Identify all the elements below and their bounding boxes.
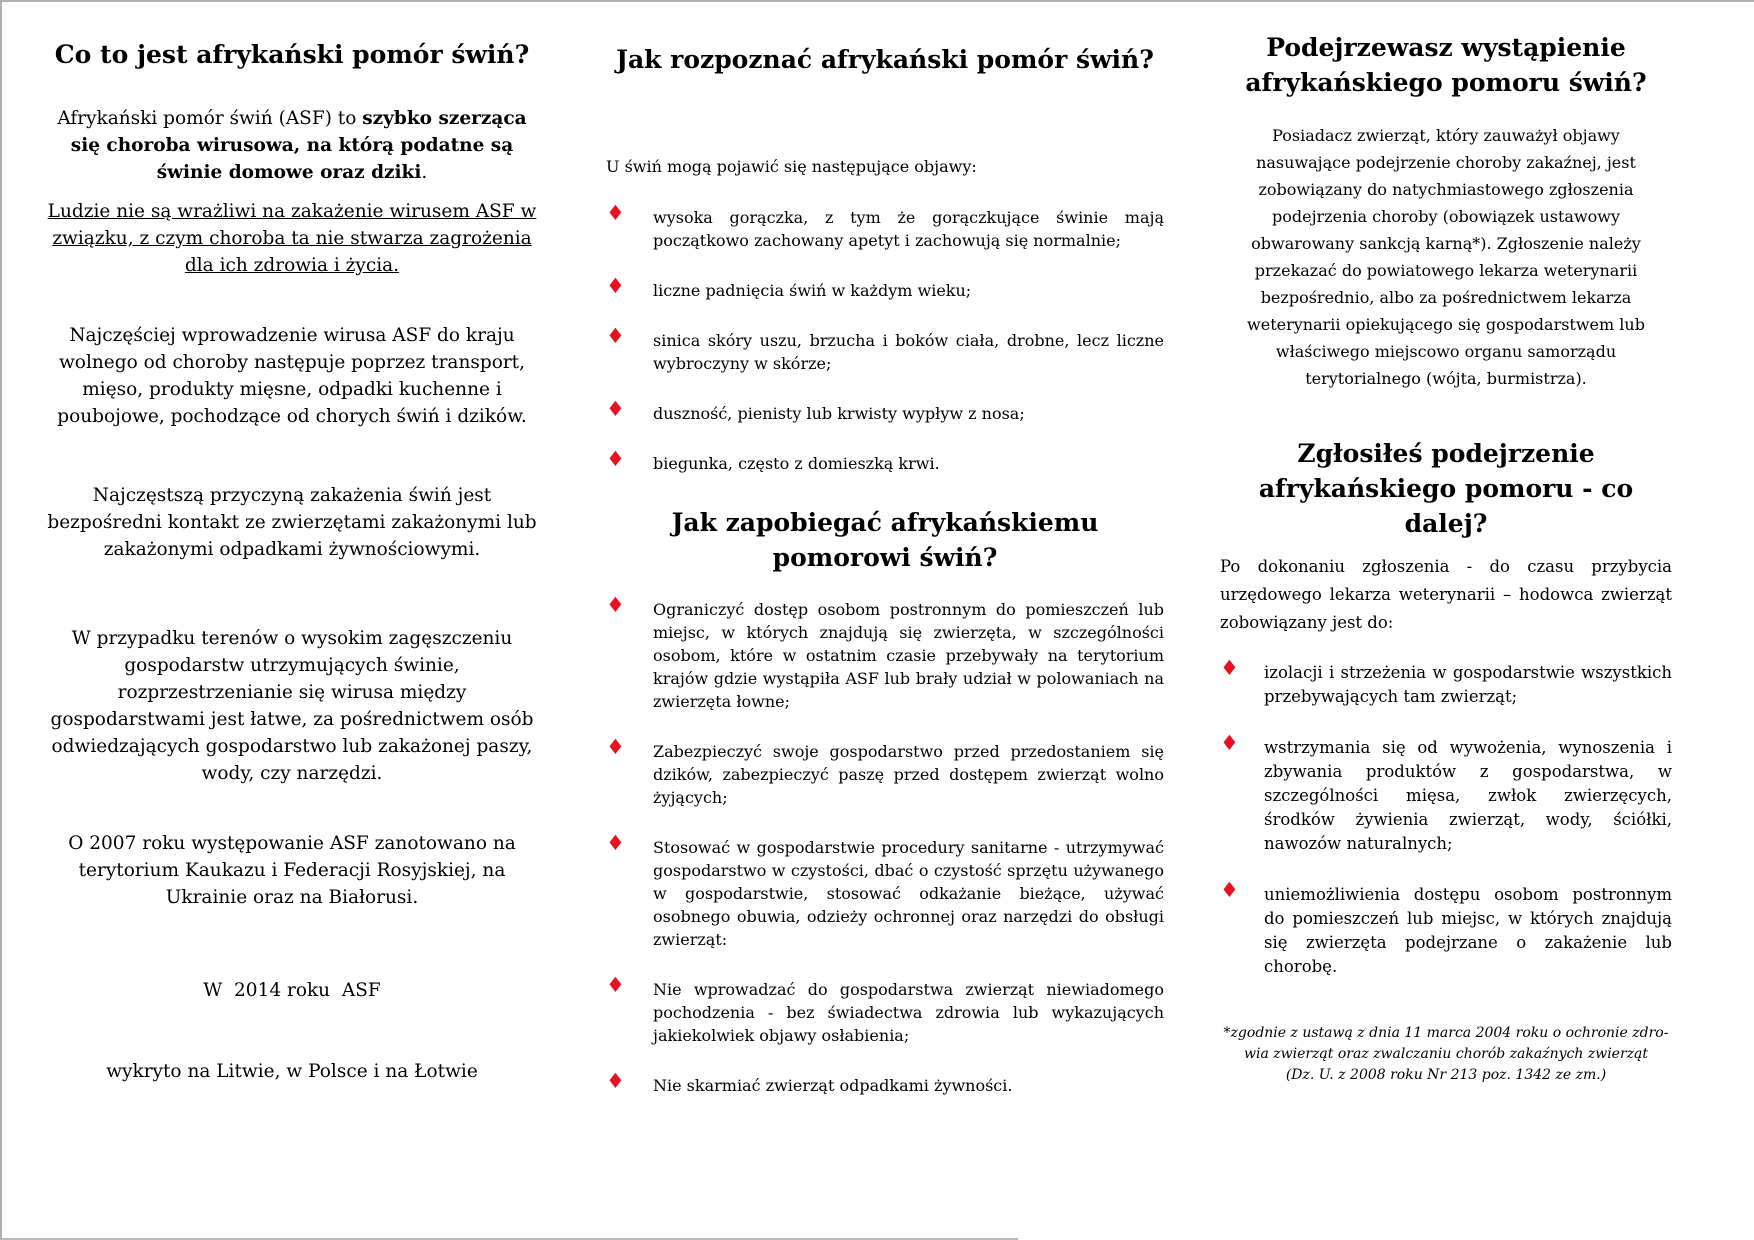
humans-not-susceptible-paragraph: Ludzie nie są wrażliwi na zakażenie wirusem ASF w związku, z czym choroba ta nie stwarza zagrożenia dla ich zdrowia i życia. — [47, 201, 537, 276]
diamond-bullet-icon: ♦ — [606, 274, 625, 298]
diamond-bullet-icon: ♦ — [606, 447, 625, 471]
symptoms-intro: U świń mogą pojawić się następujące objawy: — [606, 157, 977, 176]
legal-footnote — [1220, 1023, 1672, 1086]
asf-2014-line2: wykryto na Litwie, w Polsce i na Łotwie — [106, 1061, 478, 1082]
prevention-text: Nie skarmiać zwierząt odpadkami żywności. — [653, 1076, 1013, 1095]
column1-heading: Co to jest afrykański pomór świń? — [54, 40, 530, 69]
asf-2014-history-paragraph — [47, 923, 537, 1139]
duty-item — [1220, 878, 1672, 979]
symptom-text: wysoka gorączka, z tym że gorączkujące świnie mają początkowo zachowany apetyt i zachowują się normalnie; — [653, 208, 1164, 250]
duty-item — [1220, 656, 1672, 709]
column3-heading-suspect: Podejrzewasz wystąpienie afrykańskiego pomoru świń? — [1245, 33, 1647, 97]
symptoms-list — [606, 201, 1164, 475]
column-what-is-asf — [47, 32, 537, 1139]
column3-heading-reported: Zgłosiłeś podejrzenie afrykańskiego pomoru - co dalej? — [1258, 439, 1634, 538]
reporting-obligation-paragraph: Posiadacz zwierząt, który zauważył objawy nasuwające podejrzenie choroby zakaźnej, jest zobowiązany do natychmiastowego zgłoszenia podejrzenia choroby (obowiązek ustawowy obwarowany sankcją karną*). Zgłoszenie należy przekazać do powiatowego lekarza weterynarii bezpośrednio, albo za pośrednictwem lekarza weterynarii opiekującego się gospodarstwem lub właściwego miejscowo organu samorządu terytorialnego (wójta, burmistrza). — [1247, 126, 1645, 388]
symptom-item — [606, 324, 1164, 375]
symptom-item — [606, 274, 1164, 302]
infection-cause-paragraph: Najczęstszą przyczyną zakażenia świń jest bezpośredni kontakt ze zwierzętami zakażonymi lub zakażonymi odpadkami żywnościowymi. — [47, 485, 537, 560]
duties-list — [1220, 656, 1672, 979]
diamond-bullet-icon: ♦ — [1220, 656, 1239, 680]
symptom-item — [606, 201, 1164, 252]
duty-item — [1220, 731, 1672, 856]
column2-heading-prevent: Jak zapobiegać afrykańskiemu pomorowi świń? — [671, 508, 1099, 572]
prevention-item — [606, 831, 1164, 951]
symptom-item — [606, 447, 1164, 475]
column-suspect-report — [1220, 24, 1672, 1086]
definition-normal-text: Afrykański pomór świń (ASF) to — [57, 108, 363, 129]
diamond-bullet-icon: ♦ — [606, 397, 625, 421]
prevention-text: Stosować w gospodarstwie procedury sanitarne - utrzymywać gospodarstwo w czystości, dbać o czystość sprzętu używanego w gospodarstwie, stosować odkażanie bieżące, używać osobnego obuwia, odzieży ochronnej oraz narzędzi do obsługi zwierząt: — [653, 838, 1164, 949]
diamond-bullet-icon: ♦ — [606, 973, 625, 997]
asf-definition-paragraph — [47, 105, 537, 186]
duty-text: izolacji i strzeżenia w gospodarstwie wszystkich przebywających tam zwierząt; — [1264, 663, 1672, 706]
prevention-text: Ograniczyć dostęp osobom postronnym do pomieszczeń lub miejsc, w których znajdują się zwierzęta, w szczególności osobom, które w ostatnim czasie przebywały na terytorium krajów gdzie wystąpiła ASF lub brały udział w polowaniach na zwierzęta łowne; — [653, 600, 1164, 711]
definition-period: . — [421, 162, 428, 183]
duty-text: uniemożliwienia dostępu osobom postronnym do pomieszczeń lub miejsc, w których znajdują się zwierzęta podejrzane o zakażenie lub chorobę. — [1264, 885, 1672, 976]
prevention-item — [606, 735, 1164, 809]
diamond-bullet-icon: ♦ — [606, 831, 625, 855]
diamond-bullet-icon: ♦ — [1220, 878, 1239, 902]
after-report-intro: Po dokonaniu zgłoszenia - do czasu przybycia urzędowego lekarza weterynarii – hodowca zwierząt zobowiązany jest do: — [1220, 557, 1672, 632]
symptom-text: liczne padnięcia świń w każdym wieku; — [653, 281, 972, 300]
diamond-bullet-icon: ♦ — [1220, 731, 1239, 755]
prevention-text: Nie wprowadzać do gospodarstwa zwierząt niewiadomego pochodzenia - bez świadectwa zdrowia lub wykazujących jakiekolwiek objawy osłabienia; — [653, 980, 1164, 1045]
asf-2007-history-paragraph: O 2007 roku występowanie ASF zanotowano na terytorium Kaukazu i Federacji Rosyjskiej, na Ukrainie oraz na Białorusi. — [68, 833, 516, 908]
prevention-item — [606, 973, 1164, 1047]
symptom-item — [606, 397, 1164, 425]
footnote-line1: *zgodnie z ustawą z dnia 11 marca 2004 roku o ochronie zdro- — [1223, 1025, 1669, 1041]
footnote-line2: wia zwierząt oraz zwalczaniu chorób zakaźnych zwierząt — [1243, 1046, 1649, 1062]
symptom-text: biegunka, często z domieszką krwi. — [653, 454, 940, 473]
symptom-text: duszność, pienisty lub krwisty wypływ z nosa; — [653, 404, 1025, 423]
asf-2014-line1: W 2014 roku ASF — [203, 980, 381, 1001]
prevention-list — [606, 593, 1164, 1097]
prevention-item — [606, 1069, 1164, 1097]
prevention-item — [606, 593, 1164, 713]
diamond-bullet-icon: ♦ — [606, 593, 625, 617]
diamond-bullet-icon: ♦ — [606, 735, 625, 759]
virus-introduction-paragraph: Najczęściej wprowadzenie wirusa ASF do kraju wolnego od choroby następuje poprzez transport, mięso, produkty mięsne, odpadki kuchenne i poubojowe, pochodzące od chorych świń i dzików. — [57, 325, 527, 427]
diamond-bullet-icon: ♦ — [606, 201, 625, 225]
prevention-text: Zabezpieczyć swoje gospodarstwo przed przedostaniem się dzików, zabezpieczyć paszę przed dostępem zwierząt wolno żyjących; — [653, 742, 1164, 807]
footnote-line3: (Dz. U. z 2008 roku Nr 213 poz. 1342 ze zm.) — [1285, 1067, 1607, 1083]
duty-text: wstrzymania się od wywożenia, wynoszenia i zbywania produktów z gospodarstwa, w szczególności mięsa, zwłok zwierzęcych, środków żywienia zwierząt, wody, ściółki, nawozów naturalnych; — [1264, 738, 1672, 853]
definition-bold-text: szybko szerząca się choroba wirusowa, na którą podatne są świnie domowe oraz dziki — [70, 108, 527, 183]
symptom-text: sinica skóry uszu, brzucha i boków ciała, drobne, lecz liczne wybroczyny w skórze; — [653, 331, 1164, 373]
diamond-bullet-icon: ♦ — [606, 324, 625, 348]
diamond-bullet-icon: ♦ — [606, 1069, 625, 1093]
farm-spread-paragraph: W przypadku terenów o wysokim zagęszczeniu gospodarstw utrzymujących świnie, rozprzestrzenianie się wirusa między gospodarstwami jest łatwe, za pośrednictwem osób odwiedzających gospodarstwo lub zakażonej paszy, wody, czy narzędzi. — [50, 628, 534, 784]
column-recognize-prevent — [606, 32, 1164, 1097]
column2-heading-recognize: Jak rozpoznać afrykański pomór świń? — [616, 45, 1154, 74]
